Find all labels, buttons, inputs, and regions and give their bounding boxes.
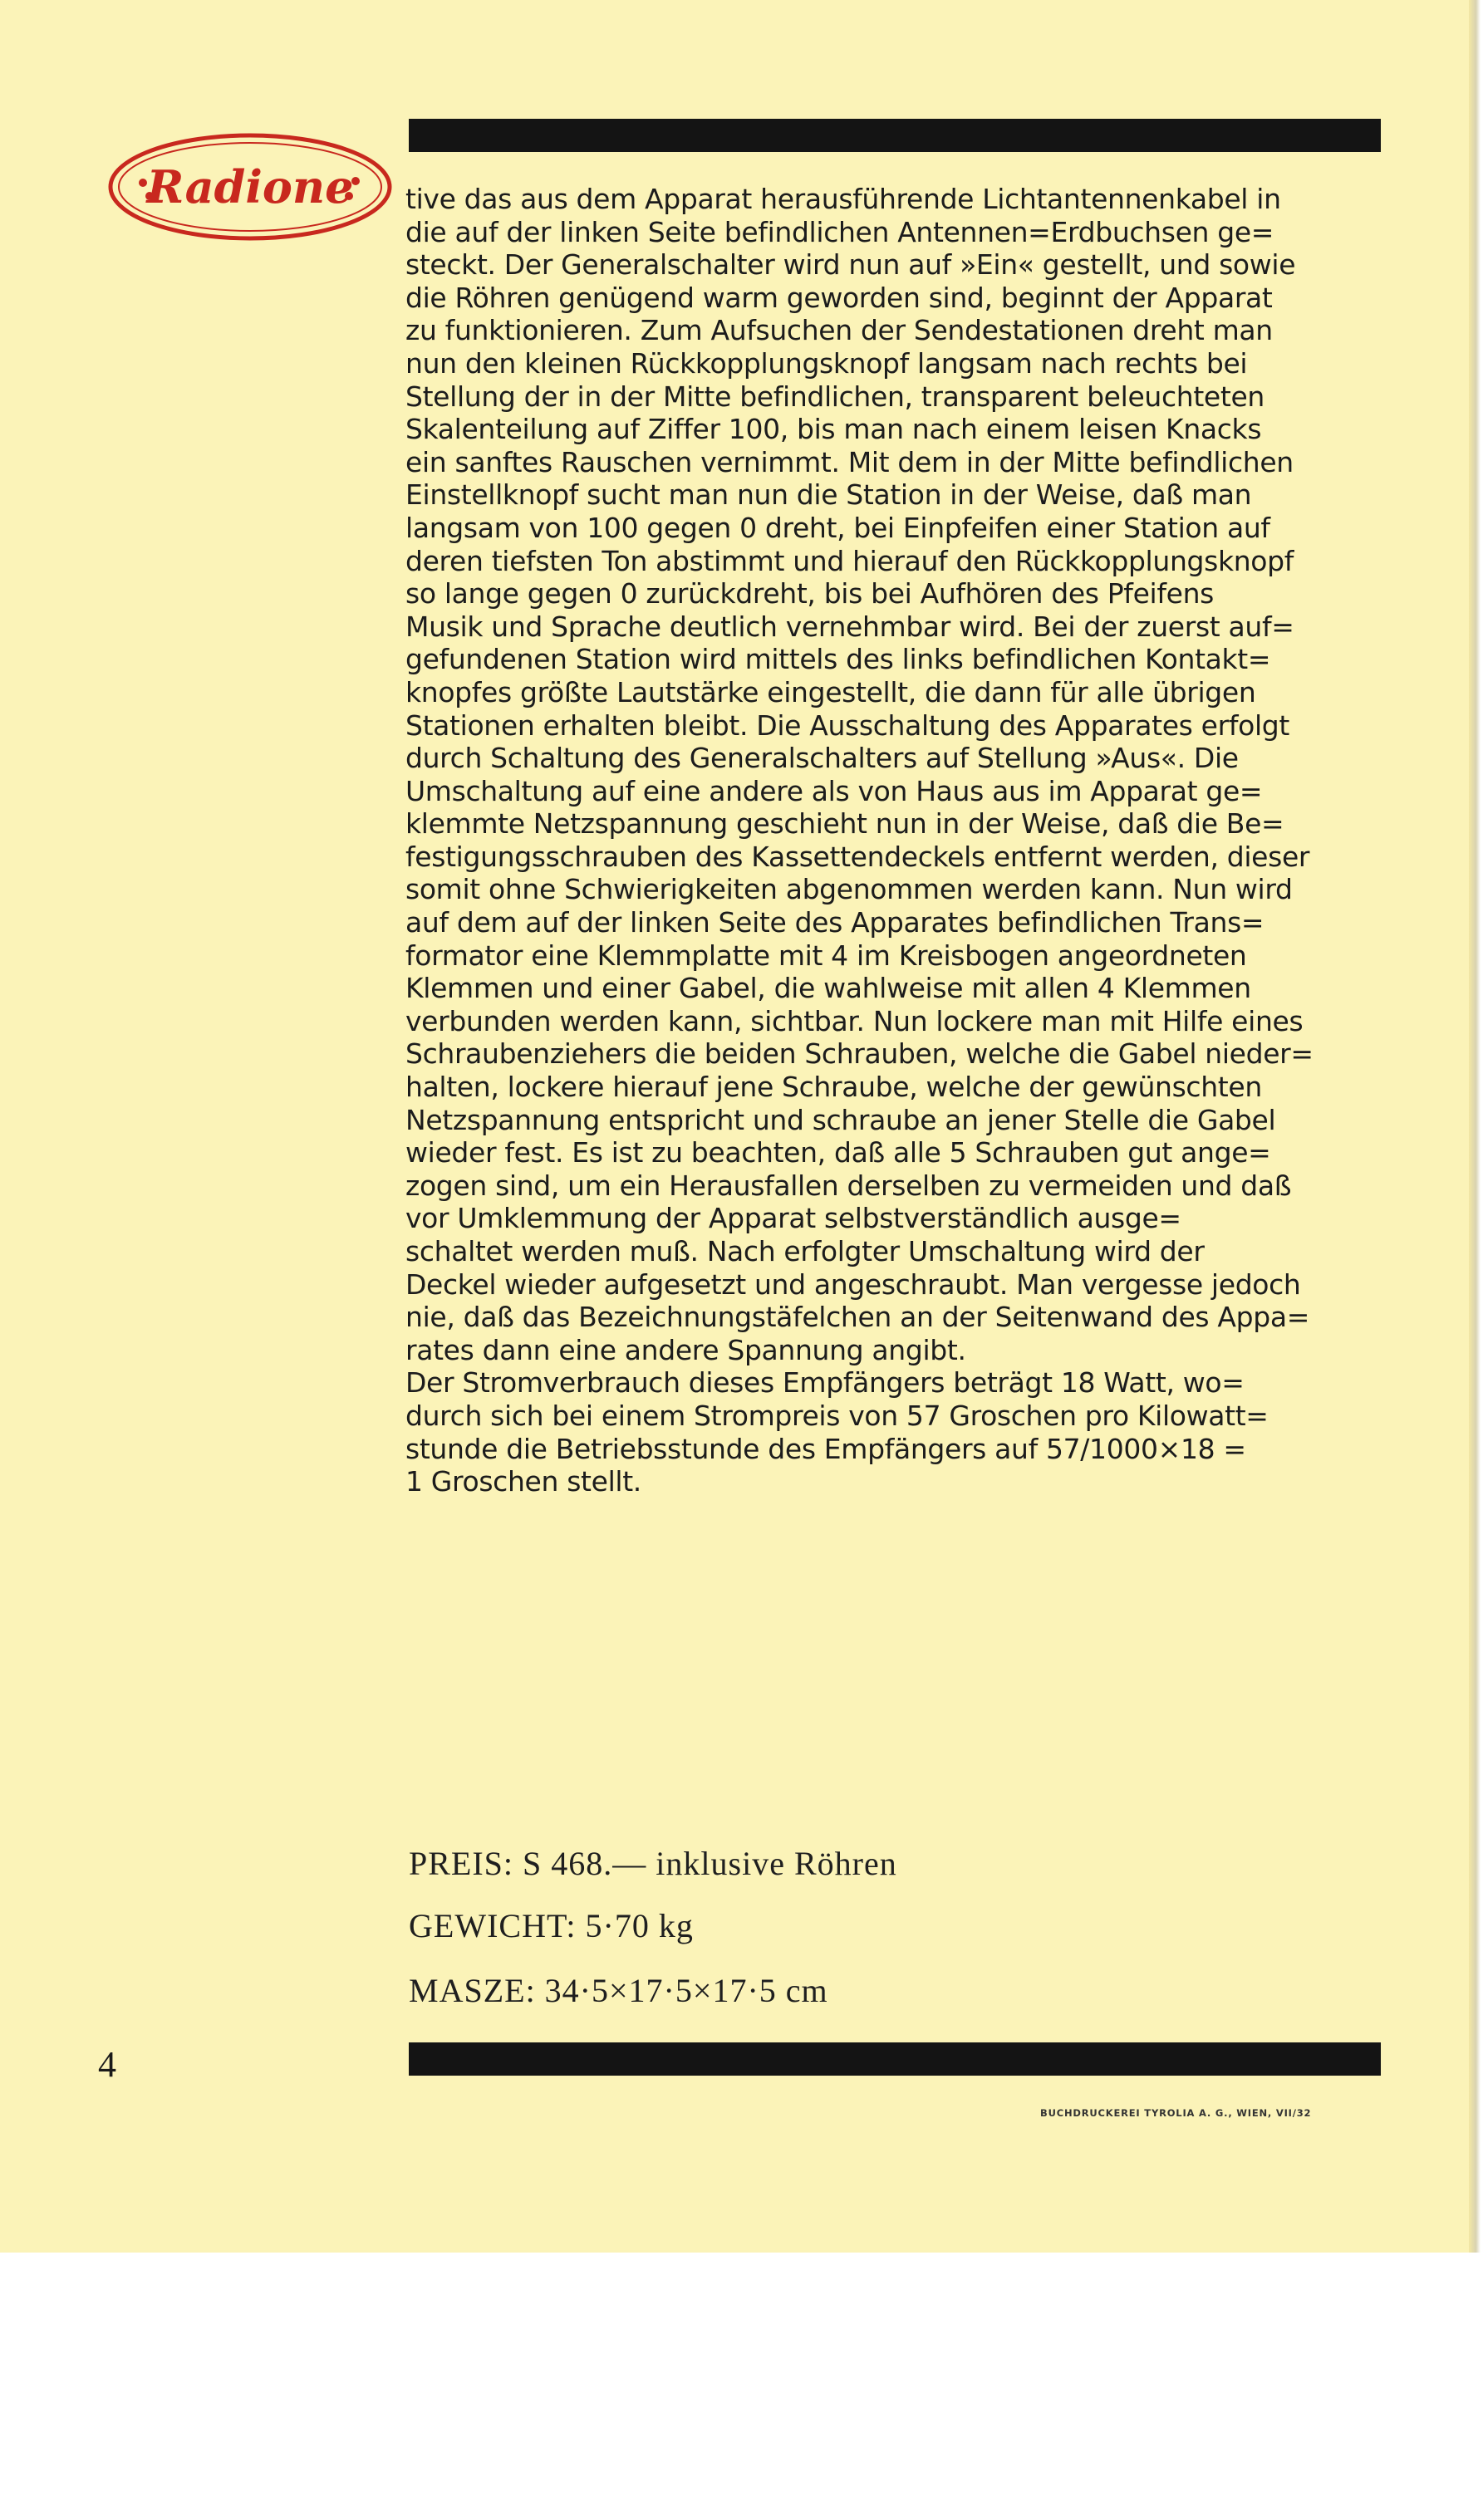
page-edge [1469, 0, 1481, 2253]
body-text [405, 183, 1384, 1498]
body-text-line: rates dann eine andere Spannung angibt. [405, 1333, 966, 1366]
body-text-line: langsam von 100 gegen 0 dreht, bei Einpfeifen einer Station auf [405, 511, 1270, 544]
page-number: 4 [98, 2044, 116, 2085]
body-text-line: stunde die Betriebsstunde des Empfängers auf 57/1000×18 = [405, 1432, 1246, 1465]
body-text-line: durch sich bei einem Strompreis von 57 Groschen pro Kilowatt= [405, 1399, 1269, 1432]
body-text-line: tive das aus dem Apparat herausführende Lichtantennenkabel in [405, 183, 1281, 215]
body-text-line: ein sanftes Rauschen vernimmt. Mit dem in der Mitte befindlichen [405, 445, 1294, 478]
body-text-line: die Röhren genügend warm geworden sind, beginnt der Apparat [405, 281, 1273, 314]
body-text-line: vor Umklemmung der Apparat selbstverständlich ausge= [405, 1202, 1181, 1235]
top-rule-bar [409, 119, 1381, 152]
printer-imprint: BUCHDRUCKEREI TYROLIA A. G., WIEN, VII/32 [1040, 2107, 1312, 2119]
body-text-line: somit ohne Schwierigkeiten abgenommen werden kann. Nun wird [405, 873, 1293, 906]
dimensions-line: MASZE: 34·5×17·5×17·5 cm [409, 1972, 828, 2009]
body-text-line: knopfes größte Lautstärke eingestellt, die dann für alle übrigen [405, 675, 1256, 708]
body-text-line: zu funktionieren. Zum Aufsuchen der Sendestationen dreht man [405, 314, 1273, 347]
svg-text:Radione: Radione [146, 160, 354, 213]
body-text-line: Musik und Sprache deutlich vernehmbar wird. Bei der zuerst auf= [405, 610, 1294, 643]
bottom-rule-bar [409, 2042, 1381, 2076]
body-text-line: zogen sind, um ein Herausfallen derselben zu vermeiden und daß [405, 1169, 1292, 1202]
price-line: PREIS: S 468.— inklusive Röhren [409, 1845, 897, 1882]
body-text-line: Klemmen und einer Gabel, die wahlweise mit allen 4 Klemmen [405, 972, 1251, 1005]
body-text-line: festigungsschrauben des Kassettendeckels entfernt werden, dieser [405, 840, 1310, 873]
body-text-line: gefundenen Station wird mittels des links befindlichen Kontakt= [405, 643, 1271, 676]
body-text-line: nie, daß das Bezeichnungstäfelchen an der Seitenwand des Appa= [405, 1301, 1310, 1334]
body-text-line: Einstellknopf sucht man nun die Station in der Weise, daß man [405, 478, 1252, 512]
body-text-line: so lange gegen 0 zurückdreht, bis bei Aufhören des Pfeifens [405, 577, 1214, 610]
body-text-line: die auf der linken Seite befindlichen Antennen=Erdbuchsen ge= [405, 215, 1274, 248]
body-text-line: klemmte Netzspannung geschieht nun in der Weise, daß die Be= [405, 807, 1284, 841]
radione-logo [106, 125, 394, 249]
body-text-line: nun den kleinen Rückkopplungsknopf langsam nach rechts bei [405, 346, 1248, 380]
body-text-line: verbunden werden kann, sichtbar. Nun lockere man mit Hilfe eines [405, 1004, 1304, 1037]
body-text-line: halten, lockere hierauf jene Schraube, welche der gewünschten [405, 1071, 1262, 1104]
body-text-line: durch Schaltung des Generalschalters auf Stellung »Aus«. Die [405, 742, 1239, 775]
body-text-line: auf dem auf der linken Seite des Apparates befindlichen Trans= [405, 906, 1264, 939]
body-text-line: Der Stromverbrauch dieses Empfängers beträgt 18 Watt, wo= [405, 1366, 1245, 1400]
body-text-line: Netzspannung entspricht und schraube an jener Stelle die Gabel [405, 1103, 1276, 1136]
body-text-line: deren tiefsten Ton abstimmt und hierauf den Rückkopplungsknopf [405, 544, 1294, 577]
body-text-line: steckt. Der Generalschalter wird nun auf »Ein« gestellt, und sowie [405, 248, 1296, 282]
weight-line: GEWICHT: 5·70 kg [409, 1907, 694, 1944]
body-text-line: wieder fest. Es ist zu beachten, daß alle 5 Schrauben gut ange= [405, 1136, 1271, 1169]
body-text-line: schaltet werden muß. Nach erfolgter Umschaltung wird der [405, 1235, 1205, 1267]
body-text-line: Umschaltung auf eine andere als von Haus aus im Apparat ge= [405, 774, 1263, 807]
body-text-line: formator eine Klemmplatte mit 4 im Kreisbogen angeordneten [405, 939, 1247, 972]
body-text-line: Stationen erhalten bleibt. Die Ausschaltung des Apparates erfolgt [405, 708, 1289, 742]
body-text-line: 1 Groschen stellt. [405, 1465, 641, 1498]
body-text-line: Skalenteilung auf Ziffer 100, bis man nach einem leisen Knacks [405, 413, 1262, 446]
body-text-line: Schraubenziehers die beiden Schrauben, welche die Gabel nieder= [405, 1037, 1314, 1071]
radione-logo-icon [106, 125, 394, 249]
body-text-line: Stellung der in der Mitte befindlichen, transparent beleuchteten [405, 380, 1264, 413]
body-text-line: Deckel wieder aufgesetzt und angeschraubt. Man vergesse jedoch [405, 1267, 1301, 1301]
